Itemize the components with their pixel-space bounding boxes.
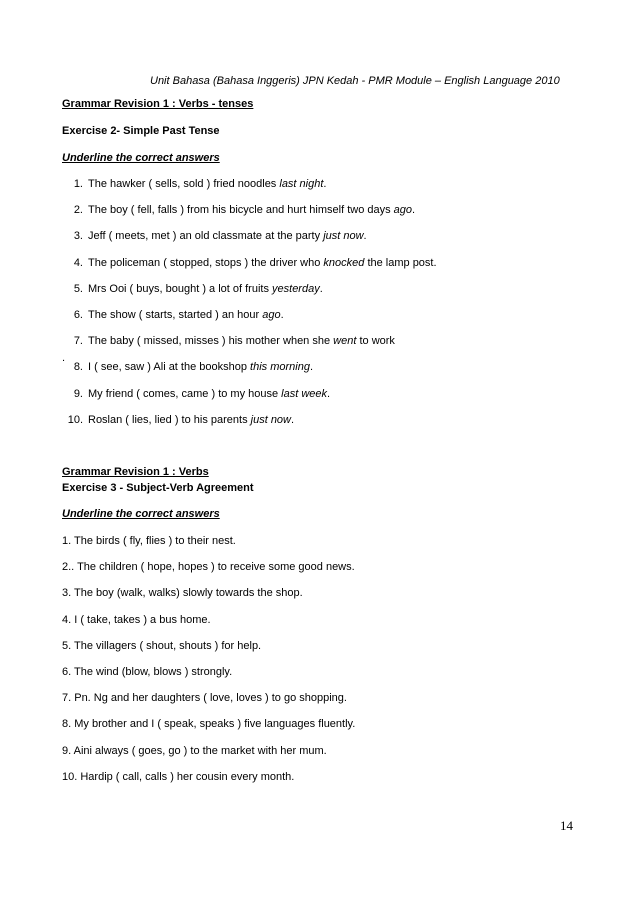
item-text: Mrs Ooi ( buys, bought ) a lot of fruits	[88, 283, 273, 295]
item-number: 2.	[73, 204, 83, 216]
section1-exercise-title: Exercise 2- Simple Past Tense	[62, 125, 220, 137]
item-number: 3.	[73, 230, 83, 242]
item-tail: .	[363, 230, 367, 242]
item-number: 1.	[73, 178, 83, 190]
item-tail: the lamp post.	[364, 257, 437, 269]
time-expression: ago	[393, 204, 413, 216]
exercise3-item: 1. The birds ( fly, flies ) to their nest.	[62, 535, 236, 547]
stray-mark: .	[62, 352, 66, 364]
exercise2-item	[63, 335, 395, 347]
item-text: The boy ( fell, falls ) from his bicycle and hurt himself two days	[88, 204, 394, 216]
item-text: Roslan ( lies, lied ) to his parents	[88, 414, 251, 426]
exercise3-item: 6. The wind (blow, blows ) strongly.	[62, 666, 233, 678]
exercise3-item: 5. The villagers ( shout, shouts ) for help.	[62, 640, 262, 652]
running-header: Unit Bahasa (Bahasa Inggeris) JPN Kedah - PMR Module – English Language 2010	[150, 75, 560, 87]
time-expression: just now	[323, 230, 364, 242]
time-expression: this morning	[250, 361, 310, 373]
item-number: 10.	[67, 414, 83, 426]
item-number: 9.	[73, 388, 83, 400]
item-tail: .	[319, 283, 323, 295]
section2-exercise-title: Exercise 3 - Subject-Verb Agreement	[62, 482, 254, 494]
exercise2-item	[63, 204, 415, 216]
item-tail: to work	[356, 335, 395, 347]
section2-instruction: Underline the correct answers	[62, 508, 220, 520]
item-text: The show ( starts, started ) an hour	[88, 309, 263, 321]
item-tail: .	[323, 178, 327, 190]
item-number: 5.	[73, 283, 83, 295]
item-number: 7.	[73, 335, 83, 347]
section2-title: Grammar Revision 1 : Verbs	[62, 466, 209, 478]
item-number: 4.	[73, 257, 83, 269]
time-expression: last night	[279, 178, 324, 190]
item-text: The policeman ( stopped, stops ) the driver who	[88, 257, 324, 269]
time-expression: ago	[262, 309, 281, 321]
time-expression: knocked	[323, 257, 365, 269]
time-expression: just now	[250, 414, 291, 426]
item-number: 8.	[73, 361, 83, 373]
exercise3-item: 4. I ( take, takes ) a bus home.	[62, 614, 211, 626]
item-text: Jeff ( meets, met ) an old classmate at the party	[88, 230, 324, 242]
time-expression: went	[333, 335, 357, 347]
exercise2-item	[63, 178, 326, 190]
item-text: The hawker ( sells, sold ) fried noodles	[88, 178, 280, 190]
section1-instruction: Underline the correct answers	[62, 152, 220, 164]
exercise3-item: 7. Pn. Ng and her daughters ( love, loves ) to go shopping.	[62, 692, 347, 704]
exercise2-item	[63, 230, 367, 242]
exercise2-item	[63, 283, 323, 295]
item-text: My friend ( comes, came ) to my house	[88, 388, 282, 400]
time-expression: yesterday	[272, 283, 320, 295]
exercise3-item: 9. Aini always ( goes, go ) to the market with her mum.	[62, 745, 327, 757]
exercise3-item: 3. The boy (walk, walks) slowly towards the shop.	[62, 587, 303, 599]
exercise3-item: 2.. The children ( hope, hopes ) to receive some good news.	[62, 561, 355, 573]
section1-title: Grammar Revision 1 : Verbs - tenses	[62, 98, 254, 110]
exercise2-item	[63, 414, 294, 426]
item-text: The baby ( missed, misses ) his mother when she	[88, 335, 334, 347]
exercise3-item: 10. Hardip ( call, calls ) her cousin every month.	[62, 771, 295, 783]
time-expression: last week	[281, 388, 328, 400]
exercise2-item	[63, 309, 284, 321]
item-tail: .	[309, 361, 314, 373]
item-number: 6.	[73, 309, 83, 321]
item-tail: .	[327, 388, 331, 400]
exercise2-item	[63, 361, 313, 373]
page-number: 14	[560, 818, 573, 833]
exercise3-item: 8. My brother and I ( speak, speaks ) five languages fluently.	[62, 718, 356, 730]
item-tail: .	[280, 309, 284, 321]
exercise2-item	[63, 388, 330, 400]
item-text: I ( see, saw ) Ali at the bookshop	[88, 361, 251, 373]
item-tail: .	[412, 204, 416, 216]
exercise2-item	[63, 257, 437, 269]
item-tail: .	[291, 414, 295, 426]
